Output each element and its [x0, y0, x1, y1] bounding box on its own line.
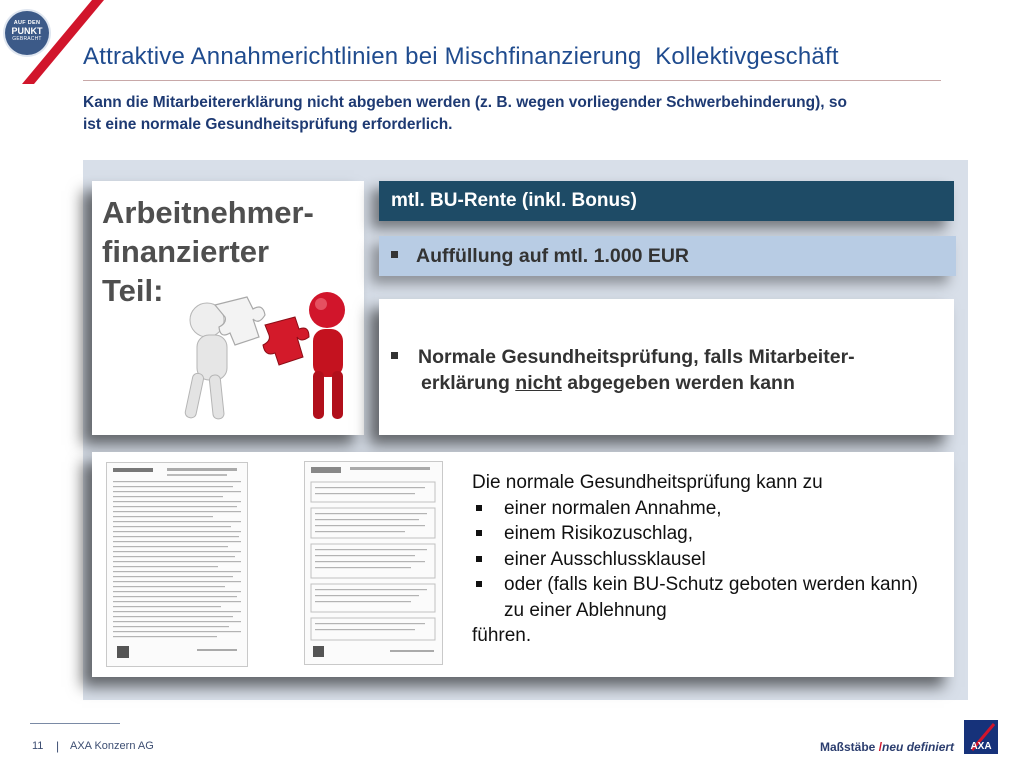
list-item — [472, 521, 942, 547]
result-list — [472, 496, 942, 624]
badge-line3: GEBRACHT — [12, 36, 42, 42]
form-document-thumbnail — [106, 462, 248, 667]
health-line2-pre: erklärung — [421, 372, 516, 394]
form-document-thumbnail — [304, 461, 443, 665]
health-line1: Normale Gesundheitsprüfung, falls Mitarbeiter- — [418, 346, 855, 368]
left-title-line: finanzierter — [102, 234, 270, 269]
punkt-badge — [5, 11, 49, 55]
bu-rente-header: mtl. BU-Rente (inkl. Bonus) — [379, 181, 954, 221]
health-check-text — [391, 344, 951, 396]
health-line2-post: abgegeben werden kann — [561, 372, 795, 394]
footer-divider — [30, 723, 120, 724]
axa-slogan — [820, 740, 954, 754]
badge-line2: PUNKT — [11, 26, 43, 36]
footer-separator: | — [56, 739, 60, 753]
list-item-text: oder (falls kein BU-Schutz geboten werden kann) zu einer Ablehnung — [504, 574, 919, 621]
list-item-text: einer normalen Annahme, — [504, 497, 722, 519]
axa-logo-text: AXA — [970, 741, 992, 752]
slide-subtitle: Kann die Mitarbeitererklärung nicht abgeben werden (z. B. wegen vorliegender Schwerbehinderung), so ist eine normale Gesundheitsprüfung erforderlich. — [83, 94, 847, 133]
page-number: 11 — [32, 740, 44, 752]
list-item-text: einer Ausschlussklausel — [504, 548, 706, 570]
list-item — [472, 572, 942, 623]
bullet-square-icon — [476, 556, 482, 562]
slide-title: Attraktive Annahmerichtlinien bei Mischfinanzierung Kollektivgeschäft — [83, 43, 839, 70]
slogan-part2: neu definiert — [882, 740, 955, 754]
rente-bullet-text: Auffüllung auf mtl. 1.000 EUR — [416, 245, 690, 267]
result-outro: führen. — [472, 625, 532, 646]
left-title-line: Arbeitnehmer- — [102, 195, 314, 230]
slogan-part1: Maßstäbe — [820, 740, 876, 754]
puzzle-figures-illustration — [175, 285, 365, 430]
bullet-square-icon — [476, 581, 482, 587]
title-divider — [83, 80, 941, 81]
bullet-square-icon — [476, 530, 482, 536]
rente-bullet — [379, 236, 956, 276]
health-line2 — [391, 370, 951, 396]
bullet-square-icon — [391, 352, 398, 359]
bullet-square-icon — [476, 505, 482, 511]
result-intro: Die normale Gesundheitsprüfung kann zu — [472, 472, 823, 493]
left-title-line: Teil: — [102, 273, 164, 308]
list-item — [472, 496, 942, 522]
result-text-block — [472, 470, 942, 649]
axa-logo — [964, 720, 998, 754]
list-item-text: einem Risikozuschlag, — [504, 523, 694, 544]
slogan-slash: / — [878, 740, 883, 754]
badge-line1: AUF DEN — [13, 20, 41, 26]
health-line2-emphasis: nicht — [515, 372, 562, 394]
footer-company: AXA Konzern AG — [70, 740, 154, 752]
list-item — [472, 547, 942, 573]
bullet-square-icon — [391, 251, 398, 258]
